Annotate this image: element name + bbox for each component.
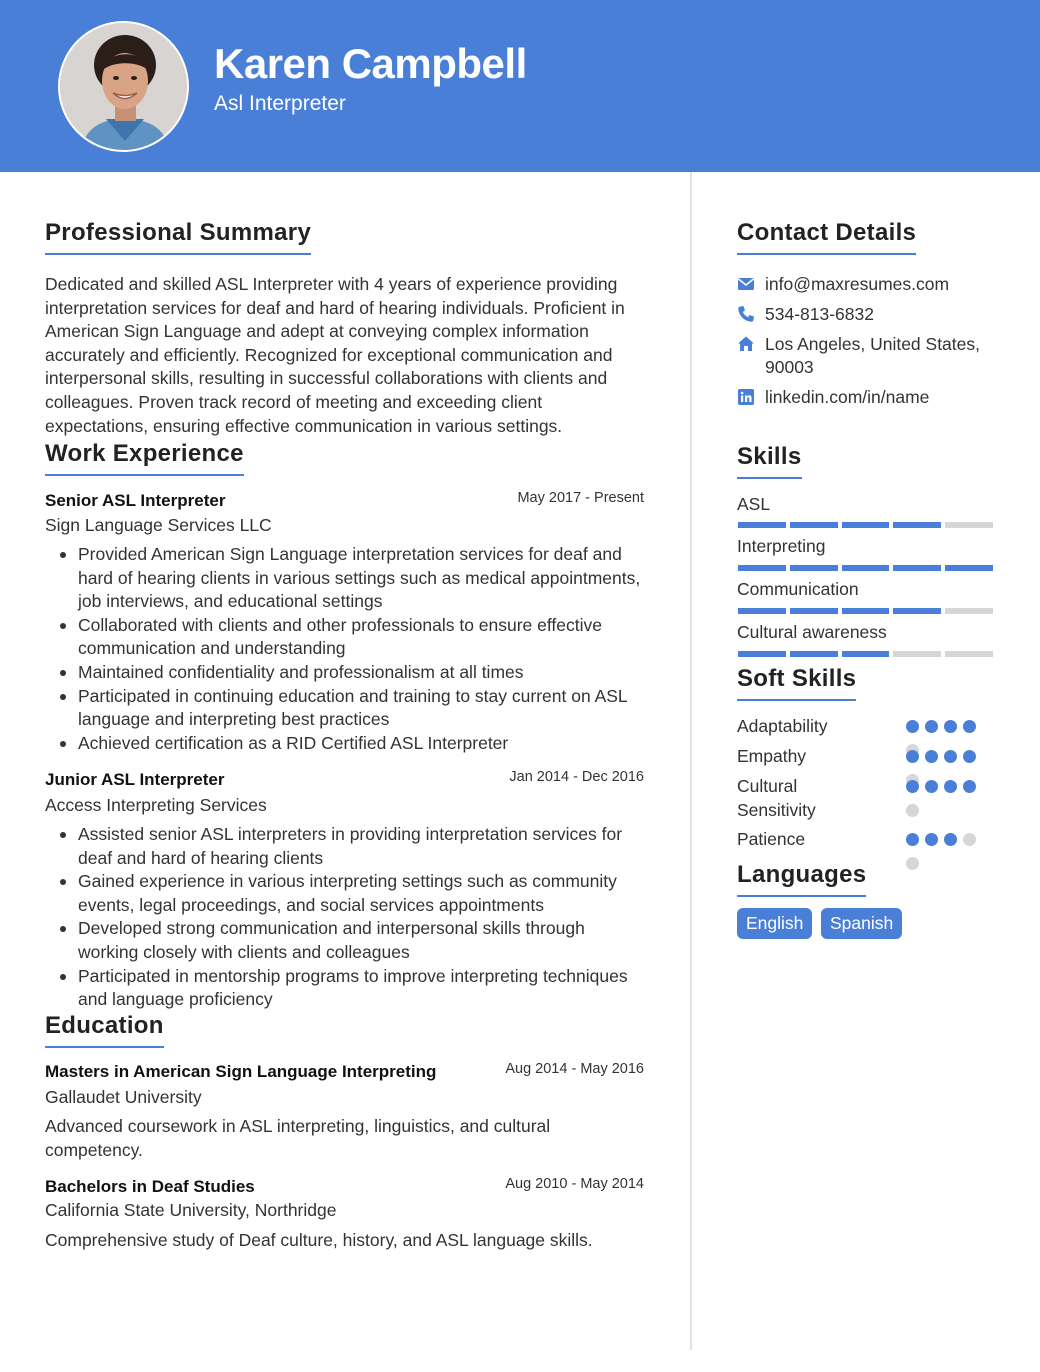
avatar (58, 21, 189, 152)
soft-skill-name: Patience (737, 829, 806, 849)
skill-segment-empty (893, 651, 941, 657)
skill-name: Cultural awareness (737, 622, 887, 642)
school-name: Gallaudet University (45, 1087, 202, 1107)
job-bullet-list (78, 543, 648, 755)
rating-dot-filled (925, 833, 938, 846)
skill-segment-filled (842, 565, 890, 571)
contact-email-text: info@maxresumes.com (765, 274, 950, 294)
section-title-summary: Professional Summary (45, 219, 311, 255)
rating-dot-filled (925, 750, 938, 763)
candidate-role: Asl Interpreter (214, 92, 346, 115)
skill-segment-filled (893, 608, 941, 614)
skill-segment-empty (945, 522, 993, 528)
list-item: Maintained confidentiality and professionalism at all times (78, 661, 648, 685)
skill-name: Communication (737, 579, 859, 599)
list-item: Gained experience in various interpreting settings such as community events, legal proceedings, and social services appointments (78, 870, 648, 917)
rating-dot-filled (944, 833, 957, 846)
skill-segment-filled (893, 565, 941, 571)
skill-level-bar (738, 651, 993, 657)
skill-segment-filled (790, 651, 838, 657)
list-item: Participated in mentorship programs to improve interpreting techniques and language proficiency (78, 965, 648, 1012)
linkedin-icon (737, 388, 755, 406)
rating-dot-empty (906, 857, 919, 870)
skill-level-bar (738, 522, 993, 528)
skill-segment-empty (945, 651, 993, 657)
rating-dot-filled (944, 780, 957, 793)
rating-dot-filled (906, 750, 919, 763)
phone-icon (737, 305, 755, 323)
degree-title: Bachelors in Deaf Studies (45, 1177, 255, 1196)
rating-dot-filled (906, 780, 919, 793)
profile-photo (60, 23, 189, 152)
rating-dot-filled (944, 720, 957, 733)
job-organization: Access Interpreting Services (45, 795, 267, 815)
skill-segment-filled (738, 651, 786, 657)
job-title: Senior ASL Interpreter (45, 491, 226, 510)
degree-title: Masters in American Sign Language Interpreting (45, 1062, 437, 1081)
section-title-work: Work Experience (45, 440, 244, 476)
skill-segment-empty (945, 608, 993, 614)
contact-linkedin-text: linkedin.com/in/name (765, 387, 930, 407)
soft-skill-name: Cultural Sensitivity (737, 776, 816, 820)
list-item: Achieved certification as a RID Certified ASL Interpreter (78, 732, 648, 756)
section-title-skills: Skills (737, 443, 802, 479)
candidate-name: Karen Campbell (214, 40, 527, 87)
skill-segment-filled (842, 522, 890, 528)
skill-name: ASL (737, 494, 771, 514)
header-banner (0, 0, 1040, 172)
list-item: Developed strong communication and interpersonal skills through working closely with clients and colleagues (78, 917, 648, 964)
skill-segment-filled (790, 565, 838, 571)
envelope-icon (737, 275, 755, 293)
rating-dot-filled (906, 833, 919, 846)
job-organization: Sign Language Services LLC (45, 515, 272, 535)
language-badge: Spanish (821, 908, 902, 939)
degree-description: Comprehensive study of Deaf culture, history, and ASL language skills. (45, 1230, 593, 1250)
skill-segment-filled (945, 565, 993, 571)
rating-dot-filled (963, 780, 976, 793)
rating-dot-filled (925, 780, 938, 793)
language-badge: English (737, 908, 812, 939)
job-dates: May 2017 - Present (517, 490, 644, 506)
job-title: Junior ASL Interpreter (45, 770, 225, 789)
section-title-soft-skills: Soft Skills (737, 665, 856, 701)
rating-dot-filled (963, 720, 976, 733)
degree-dates: Aug 2014 - May 2016 (505, 1061, 644, 1077)
school-name: California State University, Northridge (45, 1200, 337, 1220)
skill-segment-filled (738, 608, 786, 614)
skill-segment-filled (738, 522, 786, 528)
summary-text: Dedicated and skilled ASL Interpreter with 4 years of experience providing interpretation services for deaf and hard of hearing individuals. Proficient in American Sign Language and adept at conveying complex information accurately and efficiently. Recognized for exceptional communication and interpersonal skills, resulting in successful collaborations with clients and colleagues. Proven track record of meeting and exceeding client expectations, ensuring effective communication in various settings. (45, 274, 625, 436)
skill-segment-filled (790, 608, 838, 614)
column-divider (690, 172, 692, 1350)
rating-dot-filled (925, 720, 938, 733)
rating-dot-filled (906, 720, 919, 733)
degree-dates: Aug 2010 - May 2014 (505, 1176, 644, 1192)
skill-name: Interpreting (737, 536, 826, 556)
list-item: Provided American Sign Language interpretation services for deaf and hard of hearing clients in various settings such as medical appointments, job interviews, and educational settings (78, 543, 648, 614)
skill-segment-filled (893, 522, 941, 528)
contact-phone-text: 534-813-6832 (765, 304, 874, 324)
rating-dot-empty (906, 804, 919, 817)
list-item: Collaborated with clients and other professionals to ensure effective communication and understanding (78, 614, 648, 661)
home-icon (737, 335, 755, 353)
degree-description: Advanced coursework in ASL interpreting, linguistics, and cultural competency. (45, 1116, 551, 1160)
skill-segment-filled (842, 608, 890, 614)
skill-level-bar (738, 565, 993, 571)
rating-dot-filled (944, 750, 957, 763)
list-item: Assisted senior ASL interpreters in providing interpretation services for deaf and hard of hearing clients (78, 823, 648, 870)
skill-segment-filled (738, 565, 786, 571)
skill-level-bar (738, 608, 993, 614)
contact-location-text: Los Angeles, United States, 90003 (765, 334, 980, 377)
rating-dot-filled (963, 750, 976, 763)
skill-segment-filled (790, 522, 838, 528)
list-item: Participated in continuing education and training to stay current on ASL language and interpreting best practices (78, 685, 648, 732)
soft-skill-name: Empathy (737, 746, 807, 766)
skill-segment-filled (842, 651, 890, 657)
job-bullet-list (78, 823, 648, 1012)
soft-skill-name: Adaptability (737, 716, 828, 736)
section-title-contact: Contact Details (737, 219, 916, 255)
job-dates: Jan 2014 - Dec 2016 (509, 769, 644, 785)
rating-dot-empty (963, 833, 976, 846)
section-title-education: Education (45, 1012, 164, 1048)
section-title-languages: Languages (737, 861, 866, 897)
